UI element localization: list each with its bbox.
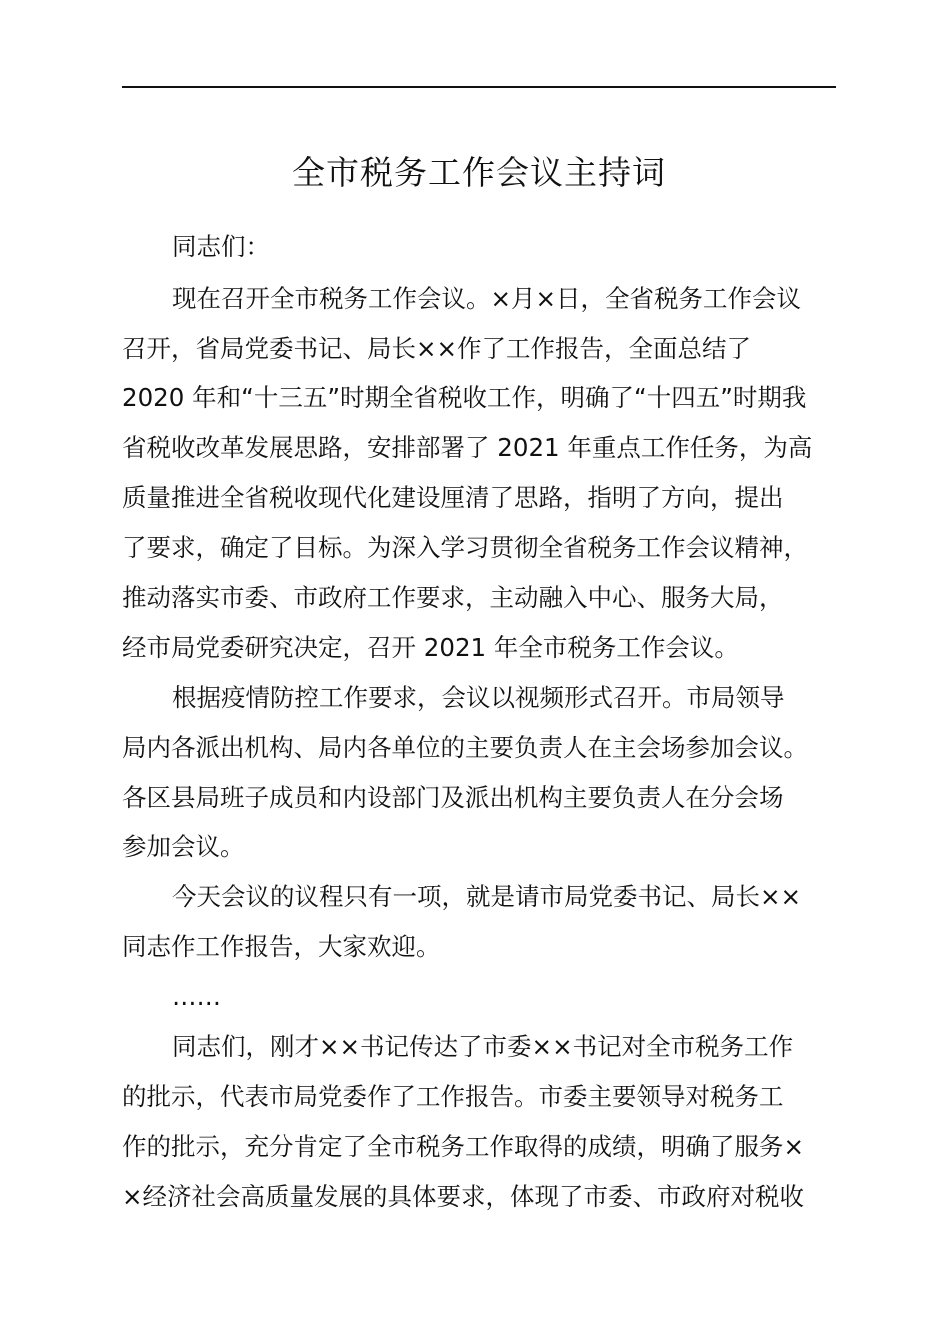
paragraph-4-line-2: 的批示，代表市局党委作了工作报告。市委主要领导对税务工 xyxy=(122,1082,784,1111)
paragraph-2-line-1: 根据疫情防控工作要求，会议以视频形式召开。市局领导 xyxy=(172,683,785,712)
header-rule xyxy=(122,86,836,88)
paragraph-1-line-4: 省税收改革发展思路，安排部署了 2021 年重点工作任务，为高 xyxy=(122,433,813,462)
ellipsis: …… xyxy=(172,982,221,1011)
paragraph-2-line-4: 参加会议。 xyxy=(122,832,245,861)
paragraph-4-line-3: 作的批示，充分肯定了全市税务工作取得的成绩，明确了服务× xyxy=(122,1132,805,1161)
paragraph-1-line-8: 经市局党委研究决定，召开 2021 年全市税务工作会议。 xyxy=(122,633,739,662)
paragraph-1-line-7: 推动落实市委、市政府工作要求，主动融入中心、服务大局， xyxy=(122,583,784,612)
paragraph-2-line-2: 局内各派出机构、局内各单位的主要负责人在主会场参加会议。 xyxy=(122,733,808,762)
paragraph-1-line-3: 2020 年和“十三五”时期全省税收工作，明确了“十四五”时期我 xyxy=(122,383,807,412)
paragraph-1-line-2: 召开，省局党委书记、局长××作了工作报告，全面总结了 xyxy=(122,334,752,363)
paragraph-2-line-3: 各区县局班子成员和内设部门及派出机构主要负责人在分会场 xyxy=(122,783,784,812)
paragraph-4-line-1: 同志们，刚才××书记传达了市委××书记对全市税务工作 xyxy=(172,1032,794,1061)
document-title: 全市税务工作会议主持词 xyxy=(292,153,666,192)
paragraph-3-line-2: 同志作工作报告，大家欢迎。 xyxy=(122,932,441,961)
paragraph-1-line-1: 现在召开全市税务工作会议。×月×日，全省税务工作会议 xyxy=(172,284,802,313)
paragraph-1-line-6: 了要求，确定了目标。为深入学习贯彻全省税务工作会议精神， xyxy=(122,533,808,562)
paragraph-3-line-1: 今天会议的议程只有一项，就是请市局党委书记、局长×× xyxy=(172,882,802,911)
salutation: 同志们： xyxy=(172,232,270,261)
paragraph-1-line-5: 质量推进全省税收现代化建设厘清了思路，指明了方向，提出 xyxy=(122,483,784,512)
paragraph-4-line-4: ×经济社会高质量发展的具体要求，体现了市委、市政府对税收 xyxy=(122,1182,805,1211)
